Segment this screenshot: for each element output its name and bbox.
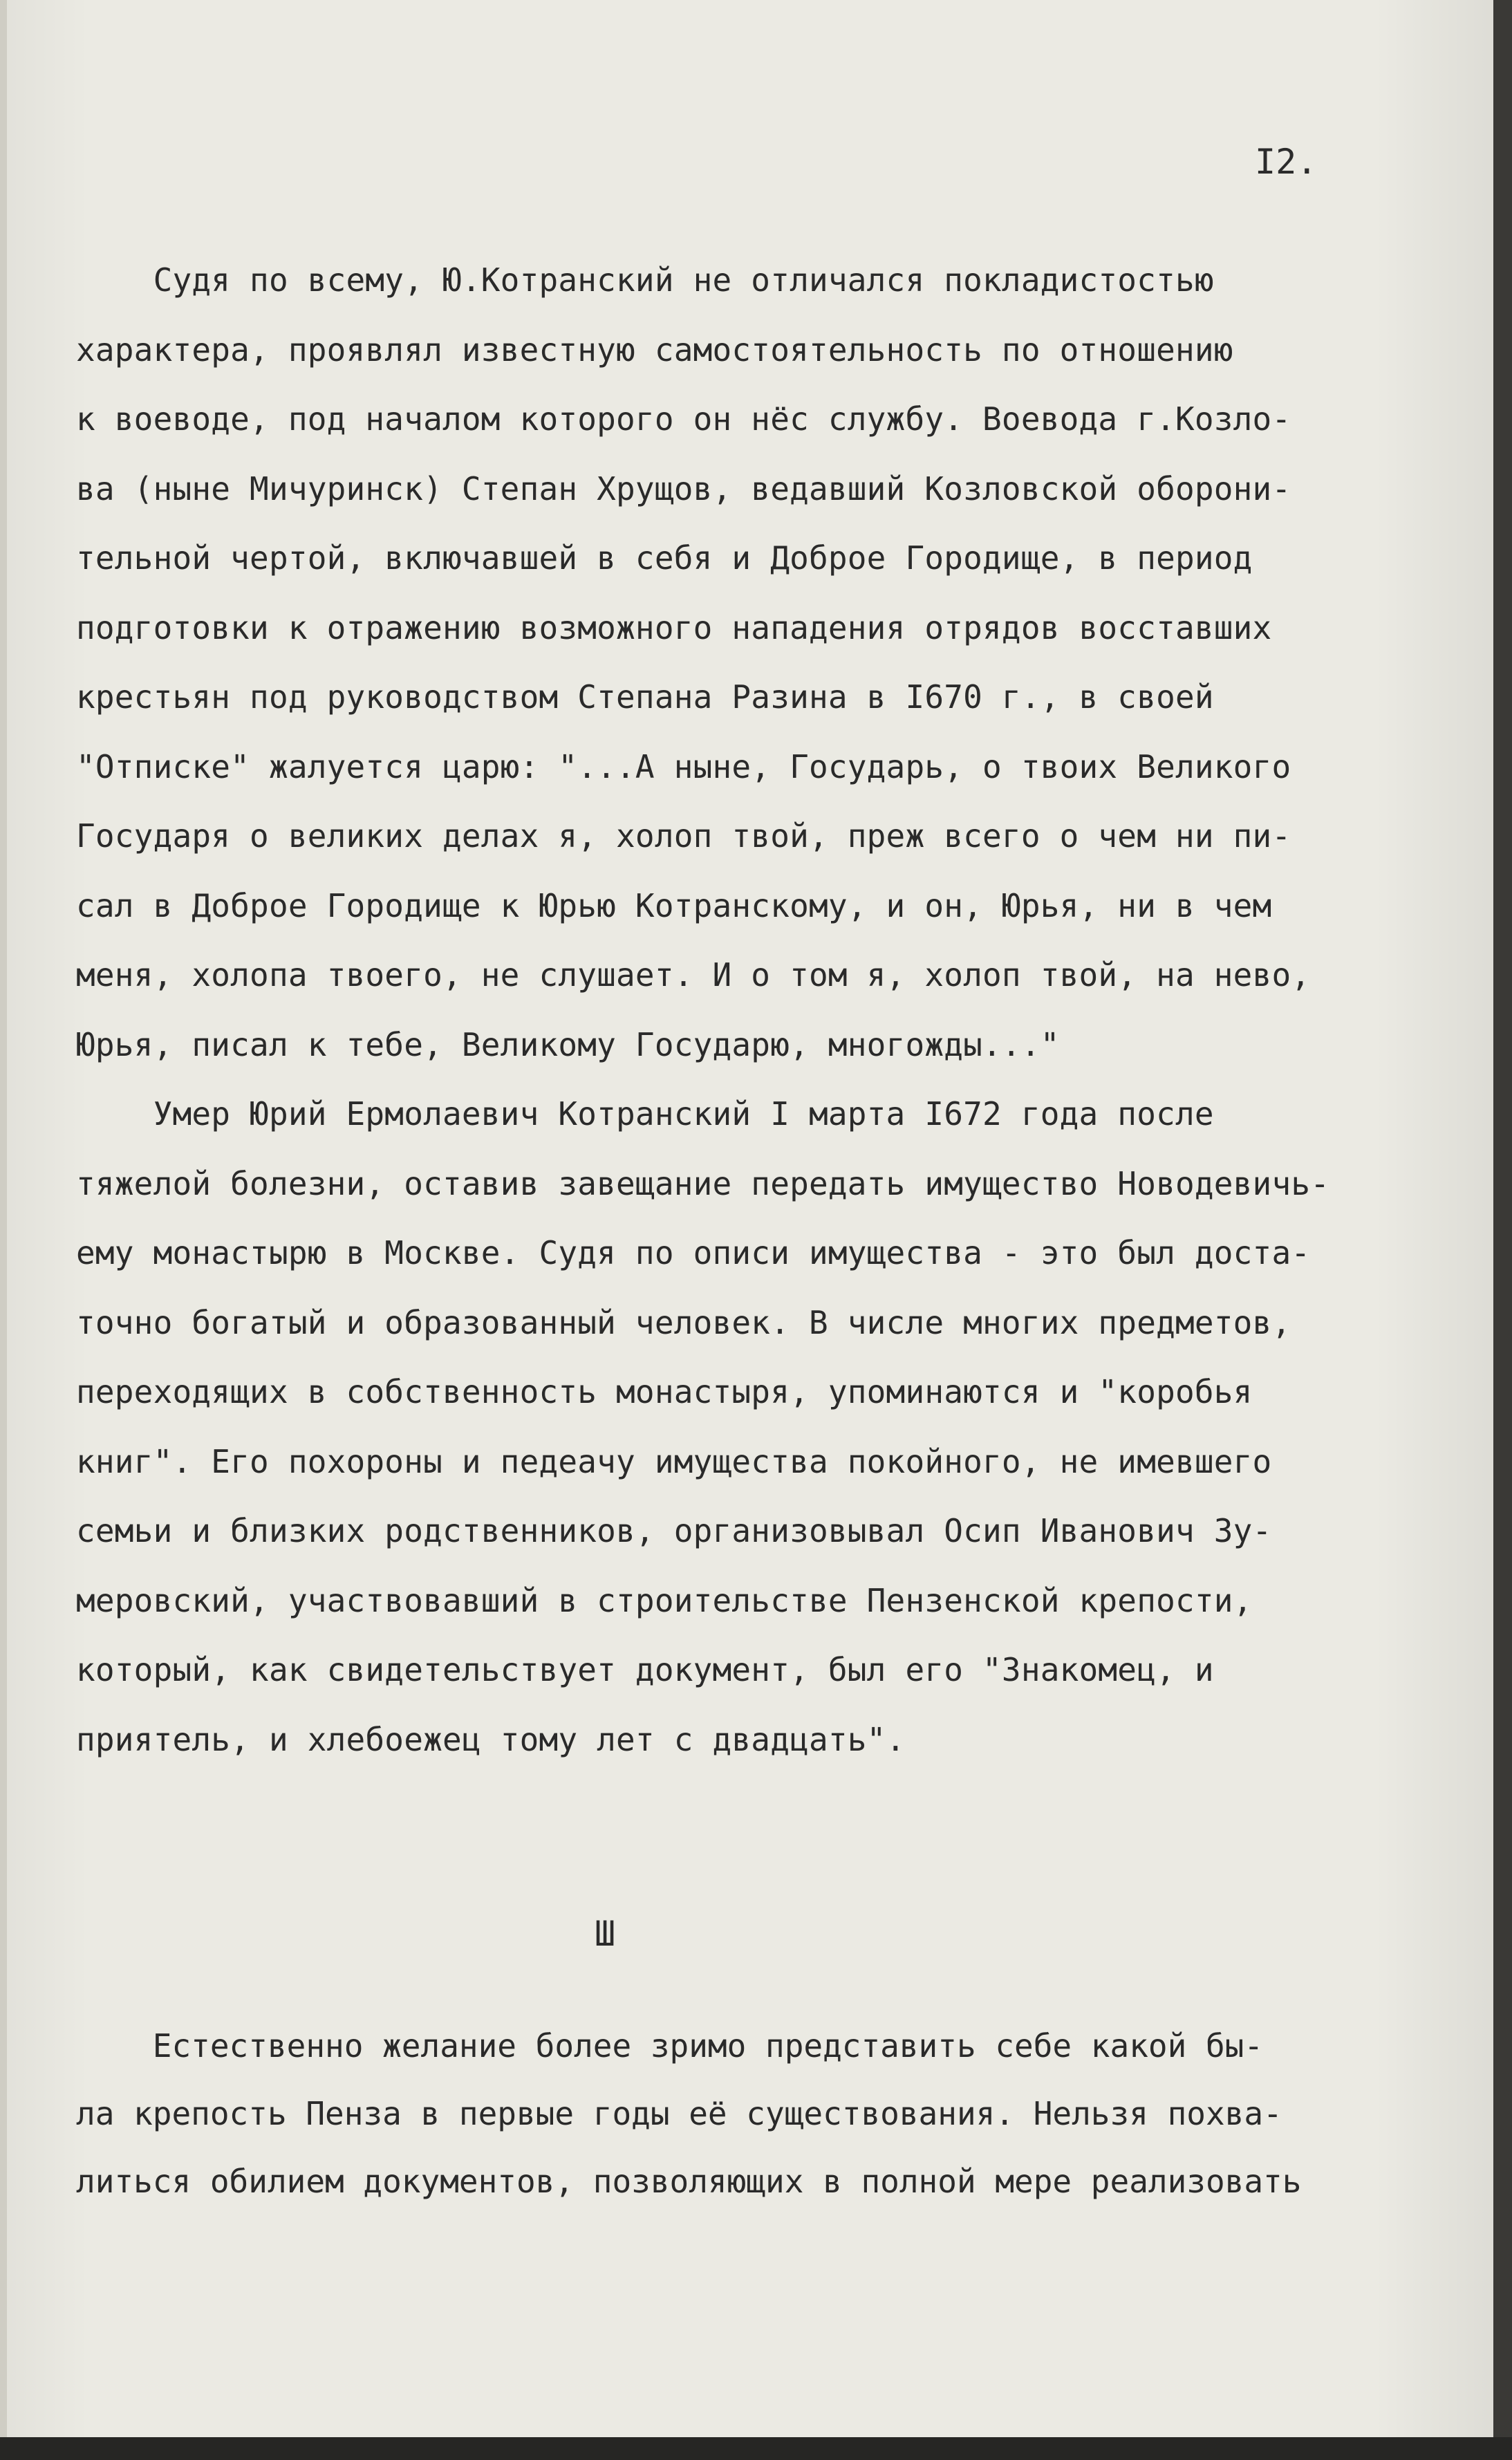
- text-line: тельной чертой, включавшей в себя и Доброе Городище, в период: [76, 539, 1253, 577]
- text-line: сал в Доброе Городище к Юрью Котранскому, и он, Юрья, ни в чем: [76, 886, 1272, 924]
- page-number: I2.: [1255, 142, 1318, 182]
- text-line: который, как свидетельствует документ, был его "Знакомец, и: [76, 1651, 1214, 1688]
- text-line: Естественно желание более зримо представить себе какой бы-: [76, 2027, 1264, 2065]
- text-line: меня, холопа твоего, не слушает. И о том я, холоп твой, на нево,: [76, 956, 1311, 994]
- main-text: [76, 245, 1452, 1774]
- page-edge-bottom: [0, 2437, 1512, 2460]
- text-line: Умер Юрий Ермолаевич Котранский I марта I672 года после: [76, 1095, 1214, 1133]
- text-line: семьи и близких родственников, организовывал Осип Иванович Зу-: [76, 1512, 1272, 1549]
- text-line: ла крепость Пенза в первые годы её существования. Нельзя похва-: [76, 2095, 1282, 2132]
- text-line: подготовки к отражению возможного нападения отрядов восставших: [76, 608, 1272, 646]
- section-number: Ш: [595, 1914, 616, 1954]
- page-edge-left: [0, 0, 7, 2437]
- section-text: [76, 2012, 1452, 2215]
- text-line: к воеводе, под началом которого он нёс службу. Воевода г.Козло-: [76, 400, 1291, 438]
- text-line: характера, проявлял известную самостоятельность по отношению: [76, 330, 1233, 369]
- text-line: книг". Его похороны и педеачу имущества покойного, не имевшего: [76, 1442, 1272, 1480]
- text-line: "Отписке" жалуется царю: "...А ныне, Государь, о твоих Великого: [76, 747, 1291, 785]
- page-edge-right: [1493, 0, 1512, 2460]
- text-line: Судя по всему, Ю.Котранский не отличался покладистостью: [76, 261, 1214, 299]
- text-line: ему монастырю в Москве. Судя по описи имущества - это был доста-: [76, 1234, 1311, 1271]
- text-line: ва (ныне Мичуринск) Степан Хрущов, ведавший Козловской оборони-: [76, 469, 1291, 507]
- text-line: меровский, участвовавший в строительстве Пензенской крепости,: [76, 1581, 1253, 1619]
- text-line: приятель, и хлебоежец тому лет с двадцать".: [76, 1720, 906, 1758]
- text-line: Государя о великих делах я, холоп твой, преж всего о чем ни пи-: [76, 817, 1291, 855]
- text-line: тяжелой болезни, оставив завещание передать имущество Новодевичь-: [76, 1164, 1330, 1202]
- text-line: Юрья, писал к тебе, Великому Государю, многожды...": [76, 1025, 1060, 1063]
- text-line: точно богатый и образованный человек. В числе многих предметов,: [76, 1303, 1291, 1341]
- text-line: крестьян под руководством Степана Разина в I670 г., в своей: [76, 678, 1214, 716]
- text-line: переходящих в собственность монастыря, упоминаются и "коробья: [76, 1373, 1253, 1410]
- text-line: литься обилием документов, позволяющих в полной мере реализовать: [76, 2163, 1302, 2200]
